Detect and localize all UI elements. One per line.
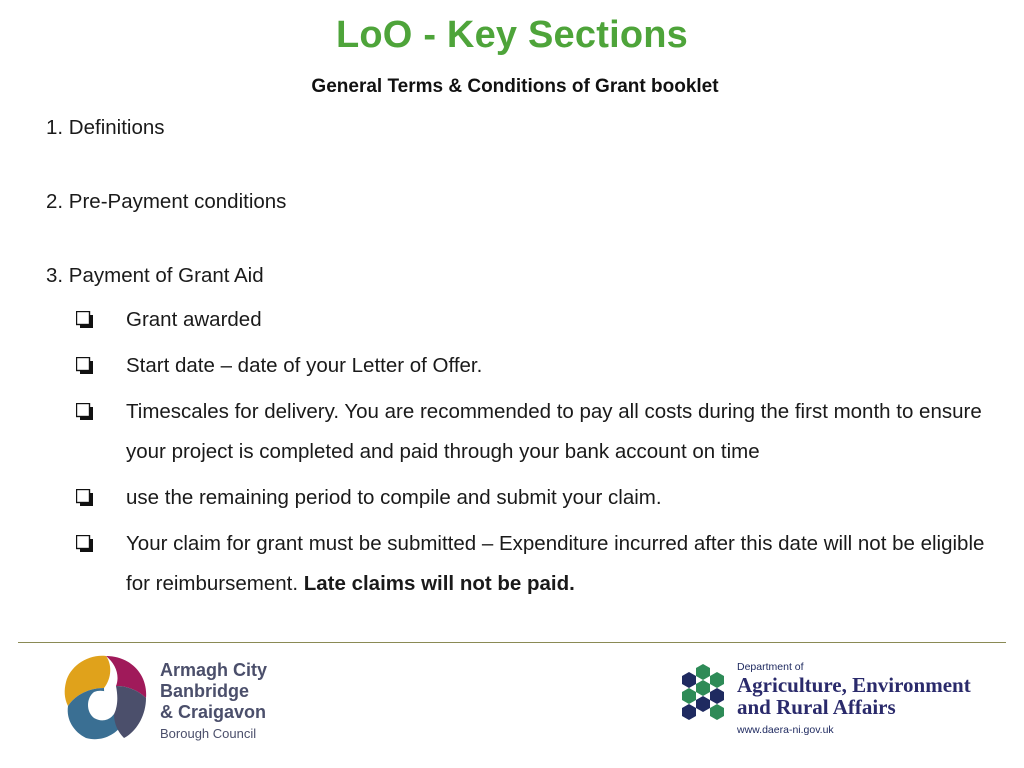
- slide-subtitle: General Terms & Conditions of Grant booklet: [311, 76, 719, 97]
- list-item: [76, 478, 996, 518]
- slide-title: LoO - Key Sections: [335, 14, 688, 56]
- checkbox-icon: [76, 535, 94, 553]
- bullet-text: Timescales for delivery. You are recommended to pay all costs during the first month to ensure your project is completed and paid through your bank account on time: [126, 400, 982, 463]
- hexagon-cluster-icon: [676, 662, 730, 722]
- daera-logo-text: [737, 660, 971, 736]
- bullet-bold-text: Late claims will not be paid.: [303, 572, 575, 595]
- checkbox-icon: [76, 489, 94, 507]
- bullet-text: Grant awarded: [126, 308, 262, 331]
- list-item: [76, 524, 996, 604]
- list-item: [76, 392, 996, 472]
- section-definitions: 1. Definitions: [46, 116, 165, 139]
- council-line-4: Borough Council: [160, 726, 257, 741]
- list-item: [76, 346, 996, 386]
- daera-name-line-1: Agriculture, Environment: [737, 673, 971, 697]
- list-item: [76, 300, 996, 340]
- section-payment-grant-aid: 3. Payment of Grant Aid: [46, 264, 264, 287]
- daera-dept: Department of: [737, 661, 804, 673]
- bullet-text: use the remaining period to compile and submit your claim.: [126, 486, 662, 509]
- council-line-3: & Craigavon: [160, 702, 267, 722]
- bullet-list: [76, 300, 996, 610]
- bullet-text: Your claim for grant must be submitted – Expenditure incurred after this date will not be eligible for reimbursement.: [126, 532, 985, 595]
- checkbox-icon: [76, 311, 94, 329]
- daera-name-line-2: and Rural Affairs: [737, 695, 896, 719]
- council-name: [160, 660, 267, 744]
- council-line-2: Banbridge: [160, 681, 250, 701]
- checkbox-icon: [76, 403, 94, 421]
- daera-url: www.daera-ni.gov.uk: [737, 724, 834, 736]
- council-logo-icon: [60, 652, 152, 744]
- council-line-1: Armagh City: [160, 660, 268, 680]
- bullet-text: Start date – date of your Letter of Offer.: [126, 354, 483, 377]
- footer-divider: [18, 642, 1006, 643]
- section-pre-payment: 2. Pre-Payment conditions: [46, 190, 287, 213]
- checkbox-icon: [76, 357, 94, 375]
